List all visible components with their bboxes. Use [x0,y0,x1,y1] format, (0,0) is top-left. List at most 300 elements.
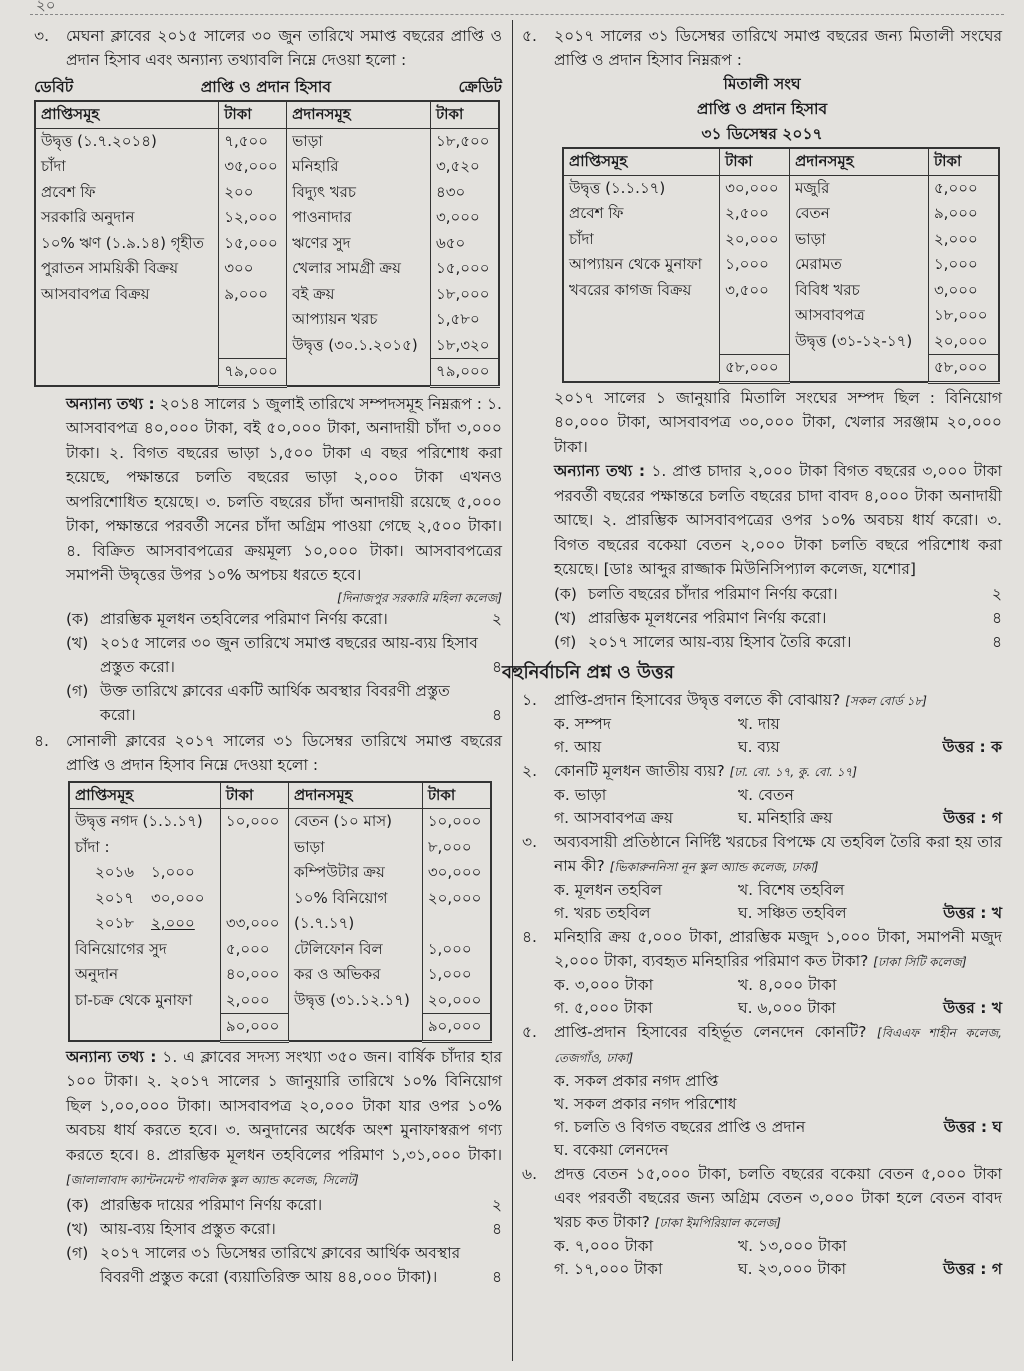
column-header: প্রাপ্তিসমূহ [35,101,219,128]
table-cell: আপ্যায়ন থেকে মুনাফা [563,252,720,278]
table-cell [790,355,929,383]
credit-label: ক্রেডিট [458,78,502,96]
table-cell: ২০,০০০ [928,329,999,355]
table-cell [35,359,219,387]
table-cell: উদ্বৃত্ত (৩০.১.২০১৫) [287,333,431,359]
table-total-row [69,1014,491,1042]
table-cell [220,835,288,861]
mcq-list [522,688,1002,1281]
table-cell [69,886,220,912]
table-cell: ৫,০০০ [928,175,999,201]
question-parts [522,582,1002,654]
table-cell: ৩৩,০০০ [220,911,288,937]
answer-value: খ [991,903,1002,922]
part-text: ২০১৫ সালের ৩০ জুন তারিখে সমাপ্ত বছরের আয়-ব্যয় হিসাব প্রস্তুত করো। [100,633,478,676]
question-body [554,1020,1002,1070]
table-cell: পাওনাদার [287,205,431,231]
table-cell: ২০,০০০ [422,886,491,912]
option: খ. ৪,০০০ টাকা [738,975,837,994]
table-row [35,128,499,154]
option: ঘ. মনিহারি ক্রয় [738,808,833,827]
table-cell: খেলার সামগ্রী ক্রয় [287,256,431,282]
table-cell: ভাড়া [289,835,423,861]
other-info-text: ১. প্রাপ্ত চাদার ২,০০০ টাকা বিগত বছরের ৩,০০০ টাকা পরবর্তী বছরের পক্ষান্তরে চলতি বছরের চাদা বাবদ ৪,০০০ টাকা অনাদায়ী আছে। ২. প্রারম্ভিক আসবাবপত্রের ওপর ১০% অবচয় ধার্য করো। ৩. বিগত বছরের বকেয়া বেতন ২,০০০ টাকা চলতি বছরে পরিশোধ করা হয়েছে। [554,462,1002,578]
mcq-item [522,830,1002,925]
table-cell: প্রবেশ ফি [35,180,219,206]
source-citation: [ভিকারুননিসা নূন স্কুল অ্যান্ড কলেজ, ঢাকা] [609,859,819,874]
table-cell: ১৮,০০০ [430,282,499,308]
other-info-label: অন্যান্য তথ্য : [554,462,646,480]
table-cell: চাঁদা : [69,835,220,861]
question-number: ৫. [522,27,537,45]
table-cell [289,1014,423,1042]
question-text: প্রাপ্তি-প্রদান হিসাবের বহির্ভূত লেনদেন কোনটি? [554,1022,867,1041]
option: খ. বেতন [738,785,794,804]
table-cell: অনুদান [69,962,220,988]
other-info-label: অন্যান্য তথ্য : [66,394,155,413]
question-part [66,679,502,727]
options [554,1235,1002,1281]
table-cell [563,303,720,329]
spacer [922,974,1002,997]
question-number: ৩. [34,27,50,45]
table-cell: ৭,৫০০ [219,128,287,154]
answer-label: উত্তর : [943,998,987,1017]
answer [922,1258,1002,1281]
table-cell: বই ক্রয় [287,282,431,308]
options [554,1070,1002,1162]
part-marks: ৪ [491,705,502,724]
table-cell: ১০,০০০ [220,809,288,835]
spacer [922,879,1002,902]
part-label: (ক) [554,584,577,603]
options [554,974,1002,1020]
column-header: টাকা [219,101,287,128]
table-cell: ১৫,০০০ [219,231,287,257]
table-cell: মেরামত [790,252,929,278]
year: ২০১৬ [95,863,134,881]
question-part [554,582,1002,606]
spacer [922,1139,1002,1162]
option: ঘ. ব্যয় [738,737,780,756]
answer [922,997,1002,1020]
mcq-question [522,1020,1002,1070]
question-part [66,1217,502,1241]
table-cell: ১,০০০ [422,937,491,963]
table-cell: ৩,০০০ [430,205,499,231]
column-header: প্রদানসমূহ [287,101,431,128]
table-cell: ২,০০০ [928,227,999,253]
question-text: সোনালী ক্লাবের ২০১৭ সালের ৩১ ডিসেম্বর তারিখে সমাপ্ত বছরের প্রাপ্তি ও প্রদান হিসাব নিম্নে দেওয়া হলো : [66,731,502,774]
question-part [66,1241,502,1289]
table-cell: ৯,০০০ [219,282,287,308]
table-header-row [35,101,499,128]
table-cell: টেলিফোন বিল [289,937,423,963]
source-citation: [ঢাকা সিটি কলেজ] [873,954,967,969]
mcq-item [522,1020,1002,1162]
table-cell: ৩৫,০০০ [219,154,287,180]
total-receipts: ৯০,০০০ [220,1014,288,1042]
question-body [554,759,1002,784]
part-text: প্রারম্ভিক দায়ের পরিমাণ নির্ণয় করো। [100,1195,323,1214]
table-cell: ১০,০০০ [422,809,491,835]
table-cell: ১০% ঋণ (১.৯.১৪) গৃহীত [35,231,219,257]
spacer [922,1093,1002,1116]
year-amount: ৩০,০০০ [151,888,205,907]
table-cell [35,307,219,333]
spacer [922,1070,1002,1093]
other-info-text: ১. এ ক্লাবের সদস্য সংখ্যা ৩৫০ জন। বার্ষিক চাঁদার হার ১০০ টাকা। ২. ২০১৭ সালের ১ জানুয়ারি তারিখে ১০% বিনিয়োগ ছিল ১,০০,০০০ টাকা। আসবাবপত্র ২০,০০০ টাকা যার ওপর ১০% অবচয় ধার্য করতে হবে। ৩. অনুদানের অর্ধেক অংশ মুনাফাস্বরূপ গণ্য করতে হবে। ৪. প্রারম্ভিক মূলধন তহবিলের পরিমাণ ১,৩১,০০০ টাকা। [66,1047,502,1164]
table-cell: ৩,০০০ [928,278,999,304]
table-cell: ১,০০০ [928,252,999,278]
table-cell: ২০০ [219,180,287,206]
table-cell: ২,৫০০ [720,201,790,227]
table-cell: মজুরি [790,175,929,201]
source-citation: [সকল বোর্ড ১৮] [845,693,927,708]
table-cell: বেতন (১০ মাস) [289,809,423,835]
part-label: (ক) [66,609,89,628]
source-citation: [জালালাবাদ ক্যান্টনমেন্ট পাবলিক স্কুল অ্যান্ড কলেজ, সিলেট] [66,1173,359,1187]
question-number: ৬. [522,1164,538,1183]
other-info [66,392,502,588]
table-cell: ৯,০০০ [928,201,999,227]
table-row [563,303,999,329]
answer-value: গ [991,1259,1002,1278]
option: গ. খরচ তহবিল [554,903,651,922]
mcq-question [522,1162,1002,1235]
part-text: আয়-ব্যয় হিসাব প্রস্তুত করো। [100,1219,276,1238]
table-cell: ১২,০০০ [219,205,287,231]
option: গ. আয় [554,737,602,756]
table-cell: ৮,০০০ [422,835,491,861]
table-cell: চাঁদা [35,154,219,180]
question-body [554,688,1002,713]
receipts-payments-table [34,100,500,388]
answer [922,902,1002,925]
table-cell: ১৮,৫০০ [430,128,499,154]
answer-label: উত্তর : [942,737,986,756]
table-cell [69,911,220,937]
table-date: ৩১ ডিসেম্বর ২০১৭ [701,125,823,143]
table-header-row [563,148,999,175]
option: ঘ. সঞ্চিত তহবিল [738,903,847,922]
answer [922,736,1002,759]
column-header: টাকা [928,148,999,175]
part-marks: ৪ [491,657,502,676]
opening-assets: ২০১৭ সালের ১ জানুয়ারি মিতালি সংঘের সম্পদ ছিল : বিনিয়োগ ৪০,০০০ টাকা, আসবাবপত্র ৩০,০০০ টাকা, খেলার সরঞ্জাম ২০,০০০ টাকা। [554,388,1002,456]
option: ক. ভাড়া [554,785,607,804]
part-marks: ৪ [491,1267,502,1286]
table-cell: ১,০০০ [720,252,790,278]
header-rule [30,14,1004,15]
total-payments: ৯০,০০০ [422,1014,491,1042]
question-text: অব্যবসায়ী প্রতিষ্ঠানে নির্দিষ্ট খরচের বিপক্ষে যে তহবিল তৈরি করা হয় তার নাম কী? [554,832,1002,875]
answer-value: ঘ [992,1117,1002,1136]
mcq-question [522,688,1002,713]
year: ২০১৭ [95,888,134,907]
table-row [69,937,491,963]
table-cell: খবরের কাগজ বিক্রয় [563,278,720,304]
part-marks: ২ [491,1195,502,1214]
question-text: মনিহারি ক্রয় ৫,০০০ টাকা, প্রারম্ভিক মজুদ ১,০০০ টাকা, সমাপনী মজুদ ২,০০০ টাকা, ব্যবহৃত মনিহারির পরিমাণ কত টাকা? [554,927,1002,970]
source-citation: [দিনাজপুর সরকারি মহিলা কলেজ] [337,590,502,605]
right-column [502,24,1002,1281]
options [554,784,1002,830]
column-header: টাকা [220,782,288,809]
table-row [35,256,499,282]
table-cell [720,329,790,355]
table-cell: ১৮,৩২০ [430,333,499,359]
table-title: প্রাপ্তি ও প্রদান হিসাব [696,100,828,118]
table-cell: উদ্বৃত্ত (৩১.১২.১৭) [289,988,423,1014]
table-cell: ১,০০০ [422,962,491,988]
table-cell: উদ্বৃত্ত নগদ (১.১.১৭) [69,809,220,835]
question-parts [34,1193,502,1289]
table-cell [287,359,431,387]
table-row [69,860,491,886]
source-citation: [ঢা. বো. ১৭, কু. বো. ১৭] [729,764,858,779]
answer-label: উত্তর : [943,1259,987,1278]
table-cell: চাঁদা [563,227,720,253]
table-cell: প্রবেশ ফি [563,201,720,227]
table-row [69,962,491,988]
table-row [69,886,491,912]
table-cell: কর ও অভিকর [289,962,423,988]
table-cell: বিনিয়োগের সুদ [69,937,220,963]
answer-label: উত্তর : [943,808,987,827]
question-text: প্রদত্ত বেতন ১৫,০০০ টাকা, চলতি বছরের বকেয়া বেতন ৫,০০০ টাকা এবং পরবর্তী বছরের জন্য অগ্রিম বেতন ৩,০০০ টাকা হলে বেতন বাবদ খরচ কত টাকা? [554,1164,1002,1231]
mcq-item [522,1162,1002,1281]
option: গ. ১৭,০০০ টাকা [554,1259,663,1278]
table-cell: ঋণের সুদ [287,231,431,257]
other-info [66,1045,502,1193]
options [554,879,1002,925]
table-cell [563,329,720,355]
option: খ. বিশেষ তহবিল [738,880,845,899]
table-cell: মনিহারি [287,154,431,180]
table-row [563,175,999,201]
table-cell: (১.৭.১৭) [289,911,423,937]
table-cell: ৪৩০ [430,180,499,206]
table-total-row [563,355,999,383]
chanda-year-breakdown [75,861,207,885]
table-row [35,231,499,257]
table-row [35,333,499,359]
table-cell: ৪০,০০০ [220,962,288,988]
receipts-payments-table [562,147,1000,384]
part-text: ২০১৭ সালের ৩১ ডিসেম্বর তারিখে ক্লাবের আর্থিক অবস্থার বিবরণী প্রস্তুত করো (ব্যয়াতিরিক্ত আয় ৪৪,০০০ টাকা)। [100,1243,461,1286]
table-cell [220,860,288,886]
table-cell [422,911,491,937]
table-cell: ৩,৫০০ [720,278,790,304]
column-header: প্রদানসমূহ [790,148,929,175]
mcq-question [522,830,1002,879]
table-cell: ১৮,০০০ [928,303,999,329]
table-row [563,252,999,278]
part-marks: ৪ [991,632,1002,651]
part-text: প্রারম্ভিক মূলধন তহবিলের পরিমাণ নির্ণয় করো। [100,609,388,628]
other-info [554,459,1002,582]
table-cell: ৫,০০০ [220,937,288,963]
other-info-label: অন্যান্য তথ্য : [66,1047,157,1066]
question-3 [34,24,502,727]
mcq-item [522,925,1002,1020]
question-part [554,606,1002,630]
spacer [922,713,1002,736]
table-row [35,307,499,333]
question-part [554,630,1002,654]
mcq-item [522,688,1002,759]
left-column [34,24,502,1289]
part-label: (খ) [66,1219,89,1238]
mcq-heading: বহুনির্বাচনি প্রশ্ন ও উত্তর [502,661,674,683]
part-text: ২০১৭ সালের আয়-ব্যয় হিসাব তৈরি করো। [588,632,852,651]
option: গ. চলতি ও বিগত বছরের প্রাপ্তি ও প্রদান [554,1117,806,1136]
part-label: (গ) [66,681,89,700]
question-5 [522,24,1002,654]
table-cell [69,1014,220,1042]
total-payments: ৭৯,০০০ [430,359,499,387]
table-cell: ৩০০ [219,256,287,282]
answer [922,807,1002,830]
column-divider [512,20,513,1361]
column-header: প্রদানসমূহ [289,782,423,809]
table-row [69,911,491,937]
page-number: ২০ [36,0,56,14]
table-row [69,988,491,1014]
total-receipts: ৭৯,০০০ [219,359,287,387]
chanda-year-breakdown [75,887,207,911]
table-cell: উদ্বৃত্ত (১.১.১৭) [563,175,720,201]
table-cell: ১০% বিনিয়োগ [289,886,423,912]
table-cell [220,886,288,912]
column-header: টাকা [422,782,491,809]
question-number: ৫. [522,1022,537,1041]
option: ক. সকল প্রকার নগদ প্রাপ্তি [554,1071,719,1090]
receipts-payments-table [68,781,492,1043]
table-cell: চা-চক্র থেকে মুনাফা [69,988,220,1014]
answer-label: উত্তর : [943,903,987,922]
table-row [563,201,999,227]
question-text: মেঘনা ক্লাবের ২০১৫ সালের ৩০ জুন তারিখে সমাপ্ত বছরের প্রাপ্তি ও প্রদান হিসাব এবং অন্যান্য তথ্যাবলি নিম্নে দেওয়া হলো : [66,27,502,69]
spacer [922,784,1002,807]
part-label: (খ) [554,608,577,627]
table-row [35,180,499,206]
option: খ. ১৩,০০০ টাকা [738,1236,847,1255]
table-cell: বেতন [790,201,929,227]
table-cell: উদ্বৃত্ত (৩১-১২-১৭) [790,329,929,355]
organization-name: মিতালী সংঘ [723,75,801,93]
question-part [66,631,502,679]
question-body [554,925,1002,974]
option: খ. সকল প্রকার নগদ পরিশোধ [554,1094,737,1113]
table-cell [219,333,287,359]
table-cell: আসবাবপত্র বিক্রয় [35,282,219,308]
option: ঘ. ৬,০০০ টাকা [738,998,836,1017]
part-text: চলতি বছরের চাঁদার পরিমাণ নির্ণয় করো। [588,584,838,603]
table-cell: ৩০,০০০ [422,860,491,886]
table-cell [69,860,220,886]
source-citation: [বিএএফ শাহীন কলেজ, তেজগাঁও, ঢাকা] [554,1025,1002,1065]
part-label: (গ) [554,632,577,651]
option: ক. সম্পদ [554,714,612,733]
table-cell: ২০,০০০ [720,227,790,253]
part-marks: ২ [991,584,1002,603]
answer-value: ক [991,737,1002,756]
answer [922,1116,1002,1139]
part-label: (গ) [66,1243,89,1262]
table-cell: পুরাতন সাময়িকী বিক্রয় [35,256,219,282]
option: গ. আসবাবপত্র ক্রয় [554,808,674,827]
table-cell: বিবিধ খরচ [790,278,929,304]
table-cell: ৩০,০০০ [720,175,790,201]
question-body [554,1162,1002,1235]
debit-label: ডেবিট [34,78,74,96]
table-cell: ১,৫৮০ [430,307,499,333]
table-cell [35,333,219,359]
question-number: ৪. [522,927,537,946]
option: গ. ৫,০০০ টাকা [554,998,653,1017]
table-cell [563,355,720,383]
table-cell: কম্পিউটার ক্রয় [289,860,423,886]
table-row [563,329,999,355]
table-cell: ভাড়া [287,128,431,154]
table-cell [219,307,287,333]
option: ঘ. বকেয়া লেনদেন [554,1140,669,1159]
option: খ. দায় [738,714,780,733]
table-header-row [69,782,491,809]
table-cell: আসবাবপত্র [790,303,929,329]
year: ২০১৮ [95,914,134,932]
answer-label: উত্তর : [943,1117,988,1136]
part-marks: ২ [491,609,502,628]
question-number: ৩. [522,832,538,851]
table-caption [34,74,502,100]
option: ক. ৭,০০০ টাকা [554,1236,654,1255]
answer-value: গ [991,808,1002,827]
question-number: ১. [522,690,537,709]
part-text: উক্ত তারিখে ক্লাবের একটি আর্থিক অবস্থার বিবরণী প্রস্তুত করো। [100,681,450,724]
source-citation: [ঢাকা ইমপিরিয়াল কলেজ] [654,1215,781,1230]
column-header: প্রাপ্তিসমূহ [563,148,720,175]
chanda-year-breakdown [75,912,207,936]
table-row [563,278,999,304]
options [554,713,1002,759]
table-cell: সরকারি অনুদান [35,205,219,231]
question-text: ২০১৭ সালের ৩১ ডিসেম্বর তারিখে সমাপ্ত বছরের জন্য মিতালী সংঘের প্রাপ্তি ও প্রদান হিসাব নিম্নরূপ : [554,27,1002,69]
table-title: প্রাপ্তি ও প্রদান হিসাব [200,78,331,96]
table-cell: ২০,০০০ [422,988,491,1014]
table-cell: উদ্বৃত্ত (১.৭.২০১৪) [35,128,219,154]
mcq-question [522,759,1002,784]
table-cell: বিদ্যুৎ খরচ [287,180,431,206]
table-cell: ৬৫০ [430,231,499,257]
column-header: টাকা [430,101,499,128]
total-receipts: ৫৮,০০০ [720,355,790,383]
answer-value: খ [991,998,1002,1017]
table-row [563,227,999,253]
table-cell: ১৫,০০০ [430,256,499,282]
question-part [66,607,502,631]
table-cell: ৩,৫২০ [430,154,499,180]
spacer [922,1235,1002,1258]
part-text: প্রারম্ভিক মূলধনের পরিমাণ নির্ণয় করো। [588,608,827,627]
question-number: ২. [522,761,538,780]
table-total-row [35,359,499,387]
part-label: (খ) [66,633,89,652]
column-header: টাকা [720,148,790,175]
question-4 [34,729,502,1289]
